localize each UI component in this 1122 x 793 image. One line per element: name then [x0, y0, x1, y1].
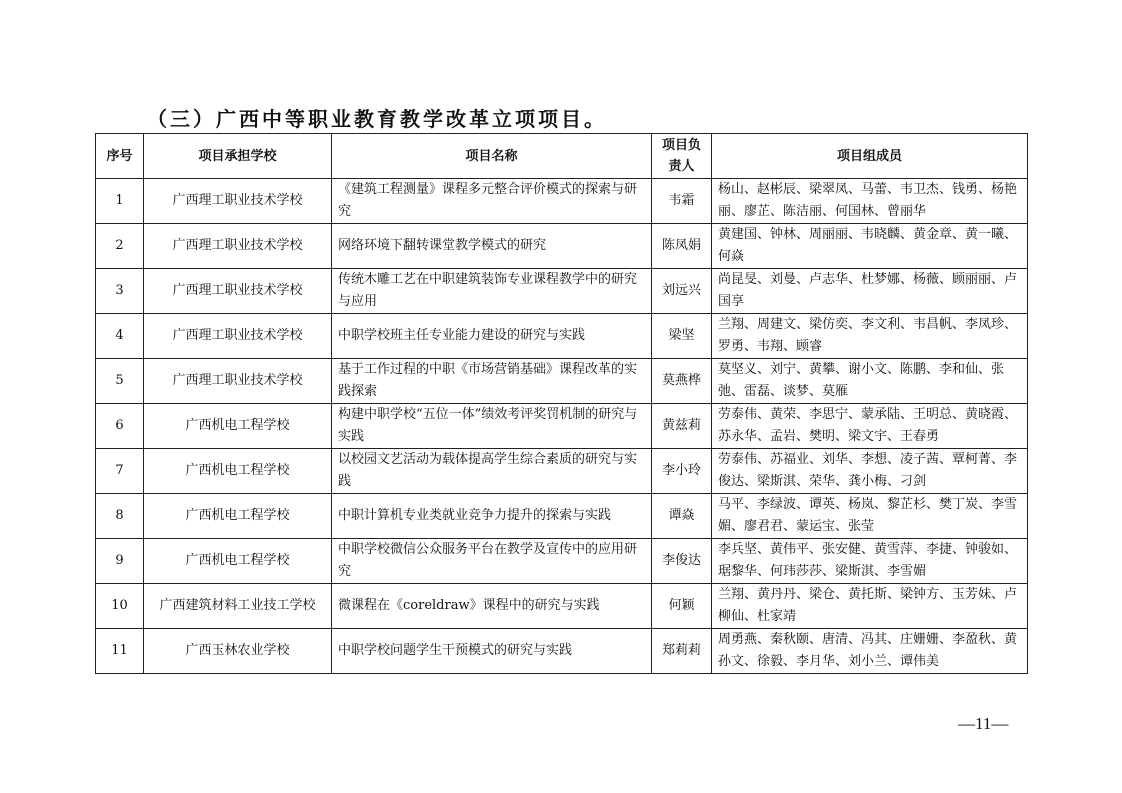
- leader-cell: 何颖: [652, 584, 712, 629]
- project-name-cell: 中职学校班主任专业能力建设的研究与实践: [332, 314, 652, 359]
- members-cell: 莫坚义、刘宁、黄攀、谢小文、陈鹏、李和仙、张弛、雷磊、谈梦、莫雁: [712, 359, 1028, 404]
- header-leader: 项目负责人: [652, 134, 712, 179]
- table-row: [96, 404, 1028, 449]
- table-row: [96, 539, 1028, 584]
- table-row: [96, 584, 1028, 629]
- members-cell: 黄建国、钟林、周丽丽、韦晓麟、黄金章、黄一曦、何焱: [712, 224, 1028, 269]
- leader-cell: 郑莉莉: [652, 629, 712, 674]
- table-row: [96, 224, 1028, 269]
- leader-cell: 黄兹莉: [652, 404, 712, 449]
- school-cell: 广西理工职业技术学校: [144, 359, 332, 404]
- leader-cell: 李俊达: [652, 539, 712, 584]
- members-cell: 马平、李绿波、谭英、杨岚、黎芷杉、樊丁炭、李雪媚、廖君君、蒙运宝、张莹: [712, 494, 1028, 539]
- school-cell: 广西机电工程学校: [144, 494, 332, 539]
- section-title: （三）广西中等职业教育教学改革立项项目。: [147, 107, 607, 131]
- leader-cell: 梁坚: [652, 314, 712, 359]
- row-number: 2: [96, 224, 144, 269]
- project-name-cell: 网络环境下翻转课堂教学模式的研究: [332, 224, 652, 269]
- leader-cell: 刘远兴: [652, 269, 712, 314]
- table-row: [96, 629, 1028, 674]
- header-no: 序号: [96, 134, 144, 179]
- leader-cell: 谭焱: [652, 494, 712, 539]
- school-cell: 广西机电工程学校: [144, 449, 332, 494]
- row-number: 9: [96, 539, 144, 584]
- table-row: [96, 494, 1028, 539]
- table-row: [96, 359, 1028, 404]
- row-number: 7: [96, 449, 144, 494]
- table-row: [96, 314, 1028, 359]
- header-school: 项目承担学校: [144, 134, 332, 179]
- members-cell: 周勇燕、秦秋颐、唐清、冯其、庄姗姗、李盈秋、黄孙文、徐毅、李月华、刘小兰、谭伟美: [712, 629, 1028, 674]
- row-number: 3: [96, 269, 144, 314]
- school-cell: 广西理工职业技术学校: [144, 224, 332, 269]
- school-cell: 广西机电工程学校: [144, 539, 332, 584]
- project-name-cell: 《建筑工程测量》课程多元整合评价模式的探索与研究: [332, 179, 652, 224]
- school-cell: 广西机电工程学校: [144, 404, 332, 449]
- row-number: 5: [96, 359, 144, 404]
- table-row: [96, 449, 1028, 494]
- members-cell: 李兵坚、黄伟平、张安健、黄雪萍、李捷、钟骏如、琚黎华、何玮莎莎、梁斯淇、李雪媚: [712, 539, 1028, 584]
- table-header-row: [96, 134, 1028, 179]
- page-number: —11—: [958, 714, 1009, 733]
- row-number: 11: [96, 629, 144, 674]
- school-cell: 广西理工职业技术学校: [144, 314, 332, 359]
- project-name-cell: 微课程在《coreldraw》课程中的研究与实践: [332, 584, 652, 629]
- members-cell: 杨山、赵彬辰、梁翠凤、马蕾、韦卫杰、钱勇、杨艳丽、廖芷、陈洁丽、何国林、曾丽华: [712, 179, 1028, 224]
- project-name-cell: 以校园文艺活动为载体提高学生综合素质的研究与实践: [332, 449, 652, 494]
- members-cell: 尚昆旻、刘曼、卢志华、杜梦娜、杨薇、顾丽丽、卢国享: [712, 269, 1028, 314]
- table-row: [96, 269, 1028, 314]
- row-number: 8: [96, 494, 144, 539]
- project-name-cell: 中职学校微信公众服务平台在教学及宣传中的应用研究: [332, 539, 652, 584]
- school-cell: 广西建筑材料工业技工学校: [144, 584, 332, 629]
- members-cell: 兰翔、周建文、梁仿奕、李文利、韦昌帆、李凤珍、罗勇、韦翔、顾睿: [712, 314, 1028, 359]
- table-row: [96, 179, 1028, 224]
- leader-cell: 陈凤娟: [652, 224, 712, 269]
- project-name-cell: 中职学校问题学生干预模式的研究与实践: [332, 629, 652, 674]
- header-members: 项目组成员: [712, 134, 1028, 179]
- leader-cell: 韦霜: [652, 179, 712, 224]
- project-name-cell: 传统木雕工艺在中职建筑装饰专业课程教学中的研究与应用: [332, 269, 652, 314]
- row-number: 6: [96, 404, 144, 449]
- project-table: [95, 133, 1028, 674]
- header-project: 项目名称: [332, 134, 652, 179]
- project-name-cell: 基于工作过程的中职《市场营销基础》课程改革的实践探索: [332, 359, 652, 404]
- row-number: 4: [96, 314, 144, 359]
- school-cell: 广西玉林农业学校: [144, 629, 332, 674]
- school-cell: 广西理工职业技术学校: [144, 179, 332, 224]
- project-name-cell: 构建中职学校“五位一体”绩效考评奖罚机制的研究与实践: [332, 404, 652, 449]
- project-name-cell: 中职计算机专业类就业竞争力提升的探索与实践: [332, 494, 652, 539]
- leader-cell: 莫燕桦: [652, 359, 712, 404]
- members-cell: 劳泰伟、苏福业、刘华、李想、凌子茜、覃柯菁、李俊达、梁斯淇、荣华、龚小梅、刁剑: [712, 449, 1028, 494]
- leader-cell: 李小玲: [652, 449, 712, 494]
- school-cell: 广西理工职业技术学校: [144, 269, 332, 314]
- row-number: 1: [96, 179, 144, 224]
- table-body: [96, 179, 1028, 674]
- row-number: 10: [96, 584, 144, 629]
- members-cell: 劳泰伟、黄荣、李思宁、蒙承陆、王明总、黄晓霞、苏永华、孟岩、樊明、梁文宇、王春勇: [712, 404, 1028, 449]
- members-cell: 兰翔、黄丹丹、梁仓、黄托斯、梁钟方、玉芳妹、卢柳仙、杜家靖: [712, 584, 1028, 629]
